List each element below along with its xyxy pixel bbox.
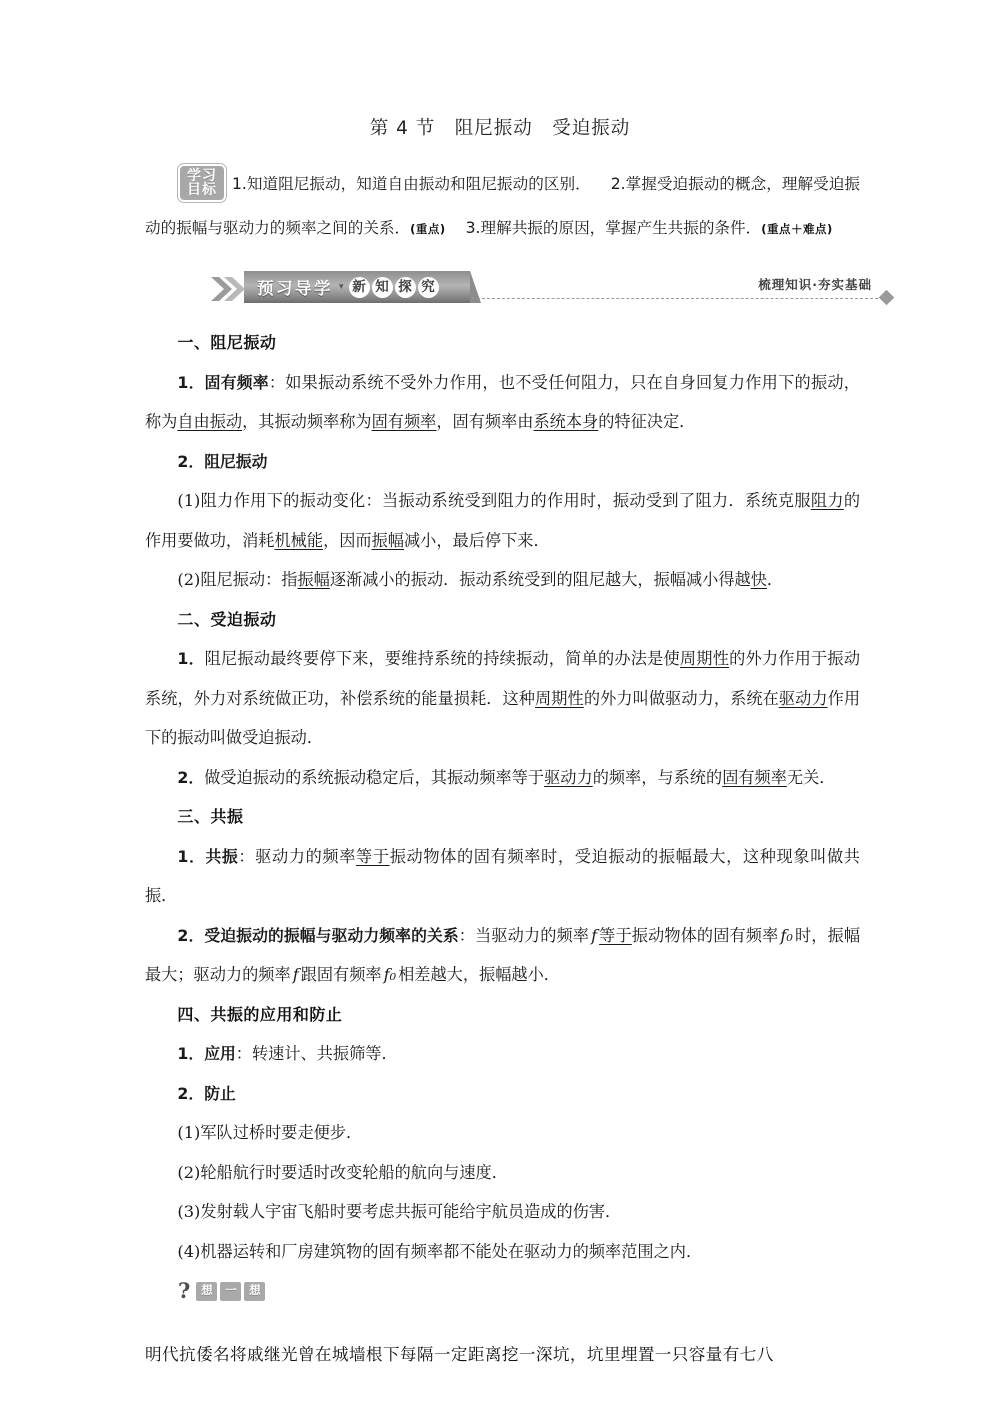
section-1-item-1: 1．固有频率：如果振动系统不受外力作用，也不受任何阻力，只在自身回复力作用下的振动，称为自由振动，其振动频率称为固有频率，固有频率由系统本身的特征决定． <box>145 372 860 431</box>
banner-circled-char-2: 知 <box>372 277 393 298</box>
think-box-3: 想 <box>244 1282 265 1301</box>
section-1-item-2-sub-1: (1)阻力作用下的振动变化：当振动系统受到阻力的作用时，振动受到了阻力．系统克服阻力的作用要做功，消耗机械能，因而振幅减小，最后停下来． <box>145 491 860 550</box>
keyword-underlined: 振幅 <box>297 570 330 589</box>
symbol-f0: f₀ <box>383 965 397 984</box>
objective-item-3: 3.理解共振的原因，掌握产生共振的条件． <box>465 219 762 237</box>
section-heading-1: 一、阻尼振动 <box>177 333 277 352</box>
objective-item-1: 1.知道阻尼振动，知道自由振动和阻尼振动的区别． <box>232 175 591 193</box>
symbol-f: f <box>591 925 598 945</box>
think-prompt-badge <box>178 1279 860 1303</box>
keyword-underlined: 驱动力 <box>778 688 828 708</box>
objective-item-2: 2.掌握受迫振动的概念，理解受迫振动的振幅与驱动力的频率之间的关系． <box>145 175 860 237</box>
keyword-underlined: 等于 <box>599 925 632 945</box>
keyword-underlined: 等于 <box>356 846 390 866</box>
keyword-underlined: 驱动力 <box>544 767 593 787</box>
section-heading-2: 二、受迫振动 <box>177 609 277 629</box>
banner-circled-char-4: 究 <box>418 277 439 298</box>
section-4-list-item-2: (2)轮船航行时要适时改变轮船的航向与速度． <box>177 1162 508 1182</box>
section-heading-4: 四、共振的应用和防止 <box>177 1004 343 1024</box>
section-2-item-1: 1．阻尼振动最终要停下来，要维持系统的持续振动，简单的办法是使周期性的外力作用于振动系统，外力对系统做正功，补偿系统的能量损耗．这种周期性的外力叫做驱动力，系统在驱动力作用下的振动叫做受迫振动． <box>145 649 861 747</box>
section-2-item-2: 2．做受迫振动的系统振动稳定后，其振动频率等于驱动力的频率，与系统的固有频率无关． <box>177 767 836 787</box>
banner-title-left: 预习导学 <box>257 279 333 298</box>
section-3-item-1: 1．共振：驱动力的频率等于振动物体的固有频率时，受迫振动的振幅最大，这种现象叫做共振． <box>145 846 860 905</box>
think-box-1: 想 <box>196 1282 217 1301</box>
section-banner <box>210 271 890 307</box>
keyword-underlined: 振幅 <box>371 530 404 550</box>
section-4-list-item-3: (3)发射载人宇宙飞船时要考虑共振可能给宇航员造成的伤害． <box>177 1202 622 1221</box>
keyword-underlined: 固有频率 <box>722 767 787 787</box>
learning-objectives-text <box>145 162 860 251</box>
objective-tag-2: (重点) <box>410 222 446 236</box>
main-content <box>145 323 860 1303</box>
keyword-underlined: 系统本身 <box>533 412 599 431</box>
keyword-underlined: 固有频率 <box>371 412 437 431</box>
banner-circled-char-1: 新 <box>349 277 370 298</box>
symbol-f0: f₀ <box>780 925 793 945</box>
section-4-list-item-4: (4)机器运转和厂房建筑物的固有频率都不能处在驱动力的频率范围之内． <box>177 1241 703 1261</box>
banner-separator-icon: ▾ <box>339 282 344 292</box>
double-chevron-right-icon <box>210 274 244 304</box>
page-title: 第 4 节 阻尼振动 受迫振动 <box>369 118 631 139</box>
think-box-2: 一 <box>220 1282 241 1301</box>
section-heading-3: 三、共振 <box>177 807 244 826</box>
banner-bar <box>244 271 470 303</box>
badge-line-1: 学习 <box>187 168 217 184</box>
section-4-item-2-heading: 2．防止 <box>177 1083 236 1103</box>
question-mark-icon: ? <box>178 1277 191 1303</box>
section-4-item-1: 1．应用：转速计、共振筛等． <box>177 1044 398 1063</box>
banner-right-note: 梳理知识·夯实基础 <box>758 277 872 292</box>
diamond-icon <box>879 290 895 306</box>
keyword-underlined: 周期性 <box>679 649 730 668</box>
section-3-item-2: 2．受迫振动的振幅与驱动力频率的关系：当驱动力的频率 f 等于振动物体的固有频率 f₀ 时，振幅最大；驱动力的频率 f 跟固有频率 f₀ 相差越大，振幅越小． <box>145 925 861 984</box>
keyword-underlined: 机械能 <box>274 530 324 550</box>
section-1-item-2-heading: 2．阻尼振动 <box>177 451 268 471</box>
closing-paragraph: 明代抗倭名将戚继光曾在城墙根下每隔一定距离挖一深坑，坑里埋置一只容量有七八 <box>145 1345 774 1364</box>
objective-tag-3: (重点＋难点) <box>761 222 833 236</box>
badge-line-2: 目标 <box>187 182 217 198</box>
section-4-list-item-1: (1)军队过桥时要走便步． <box>177 1123 363 1142</box>
banner-dashed-rule <box>472 298 878 299</box>
keyword-underlined: 周期性 <box>535 688 584 708</box>
keyword-underlined: 快 <box>750 570 767 589</box>
keyword-underlined: 阻力 <box>810 491 844 510</box>
banner-circled-char-3: 探 <box>395 277 416 298</box>
learning-objectives-block <box>145 162 860 251</box>
keyword-underlined: 自由振动 <box>177 412 243 431</box>
symbol-f: f <box>292 965 299 984</box>
learning-goal-badge <box>178 164 226 202</box>
section-1-item-2-sub-2: (2)阻尼振动：指振幅逐渐减小的振动．振动系统受到的阻尼越大，振幅减小得越快． <box>177 570 784 589</box>
